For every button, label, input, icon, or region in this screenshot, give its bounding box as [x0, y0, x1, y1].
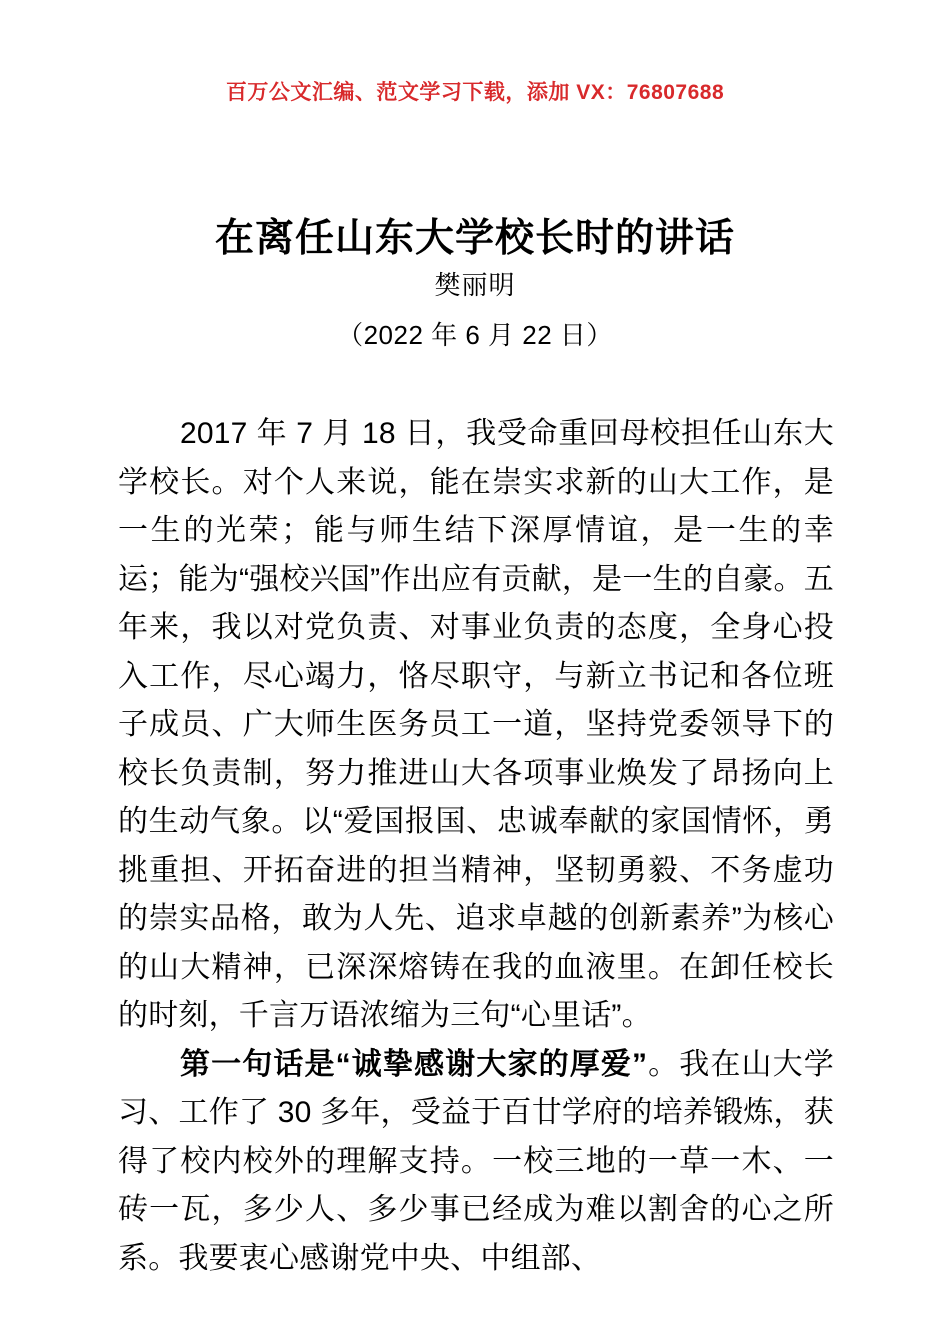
paragraph-text: 2017 年 7 月 18 日，我受命重回母校担任山东大学校长。对个人来说，能在崇实求新的山大工作，是一生的光荣；能与师生结下深厚情谊，是一生的幸运；能为“强校兴国”作出应有贡献，是一生的自豪。五年来，我以对党负责、对事业负责的态度，全身心投入工作，尽心竭力，恪尽职守，与新立书记和各位班子成员、广大师生医务员工一道，坚持党委领导下的校长负责制，努力推进山大各项事业焕发了昂扬向上的生动气象。以“爱国报国、忠诚奉献的家国情怀，勇挑重担、开拓奋进的担当精神，坚韧勇毅、不务虚功的崇实品格，敢为人先、追求卓越的创新素养”为核心的山大精神，已深深熔铸在我的血液里。在卸任校长的时刻，千言万语浓缩为三句“心里话”。	[118, 417, 834, 1032]
body-paragraph	[118, 410, 834, 1041]
document-date: （2022 年 6 月 22 日）	[337, 320, 613, 350]
promo-banner-text: 百万公文汇编、范文学习下载，添加 VX：76807688	[225, 81, 725, 104]
body-paragraph	[118, 1041, 834, 1284]
page-title: 在离任山东大学校长时的讲话	[214, 215, 735, 262]
paragraph-text: 。我在山大学习、工作了 30 多年，受益于百廿学府的培养锻炼，获得了校内校外的理解支持。一校三地的一草一木、一砖一瓦，多少人、多少事已经成为难以割舍的心之所系。我要衷心感谢党中央、中组部、	[118, 1047, 835, 1275]
document-body	[118, 410, 834, 1283]
document-author: 樊丽明	[434, 270, 516, 300]
paragraph-lead-bold: 第一句话是“诚挚感谢大家的厚爱”	[180, 1047, 648, 1081]
